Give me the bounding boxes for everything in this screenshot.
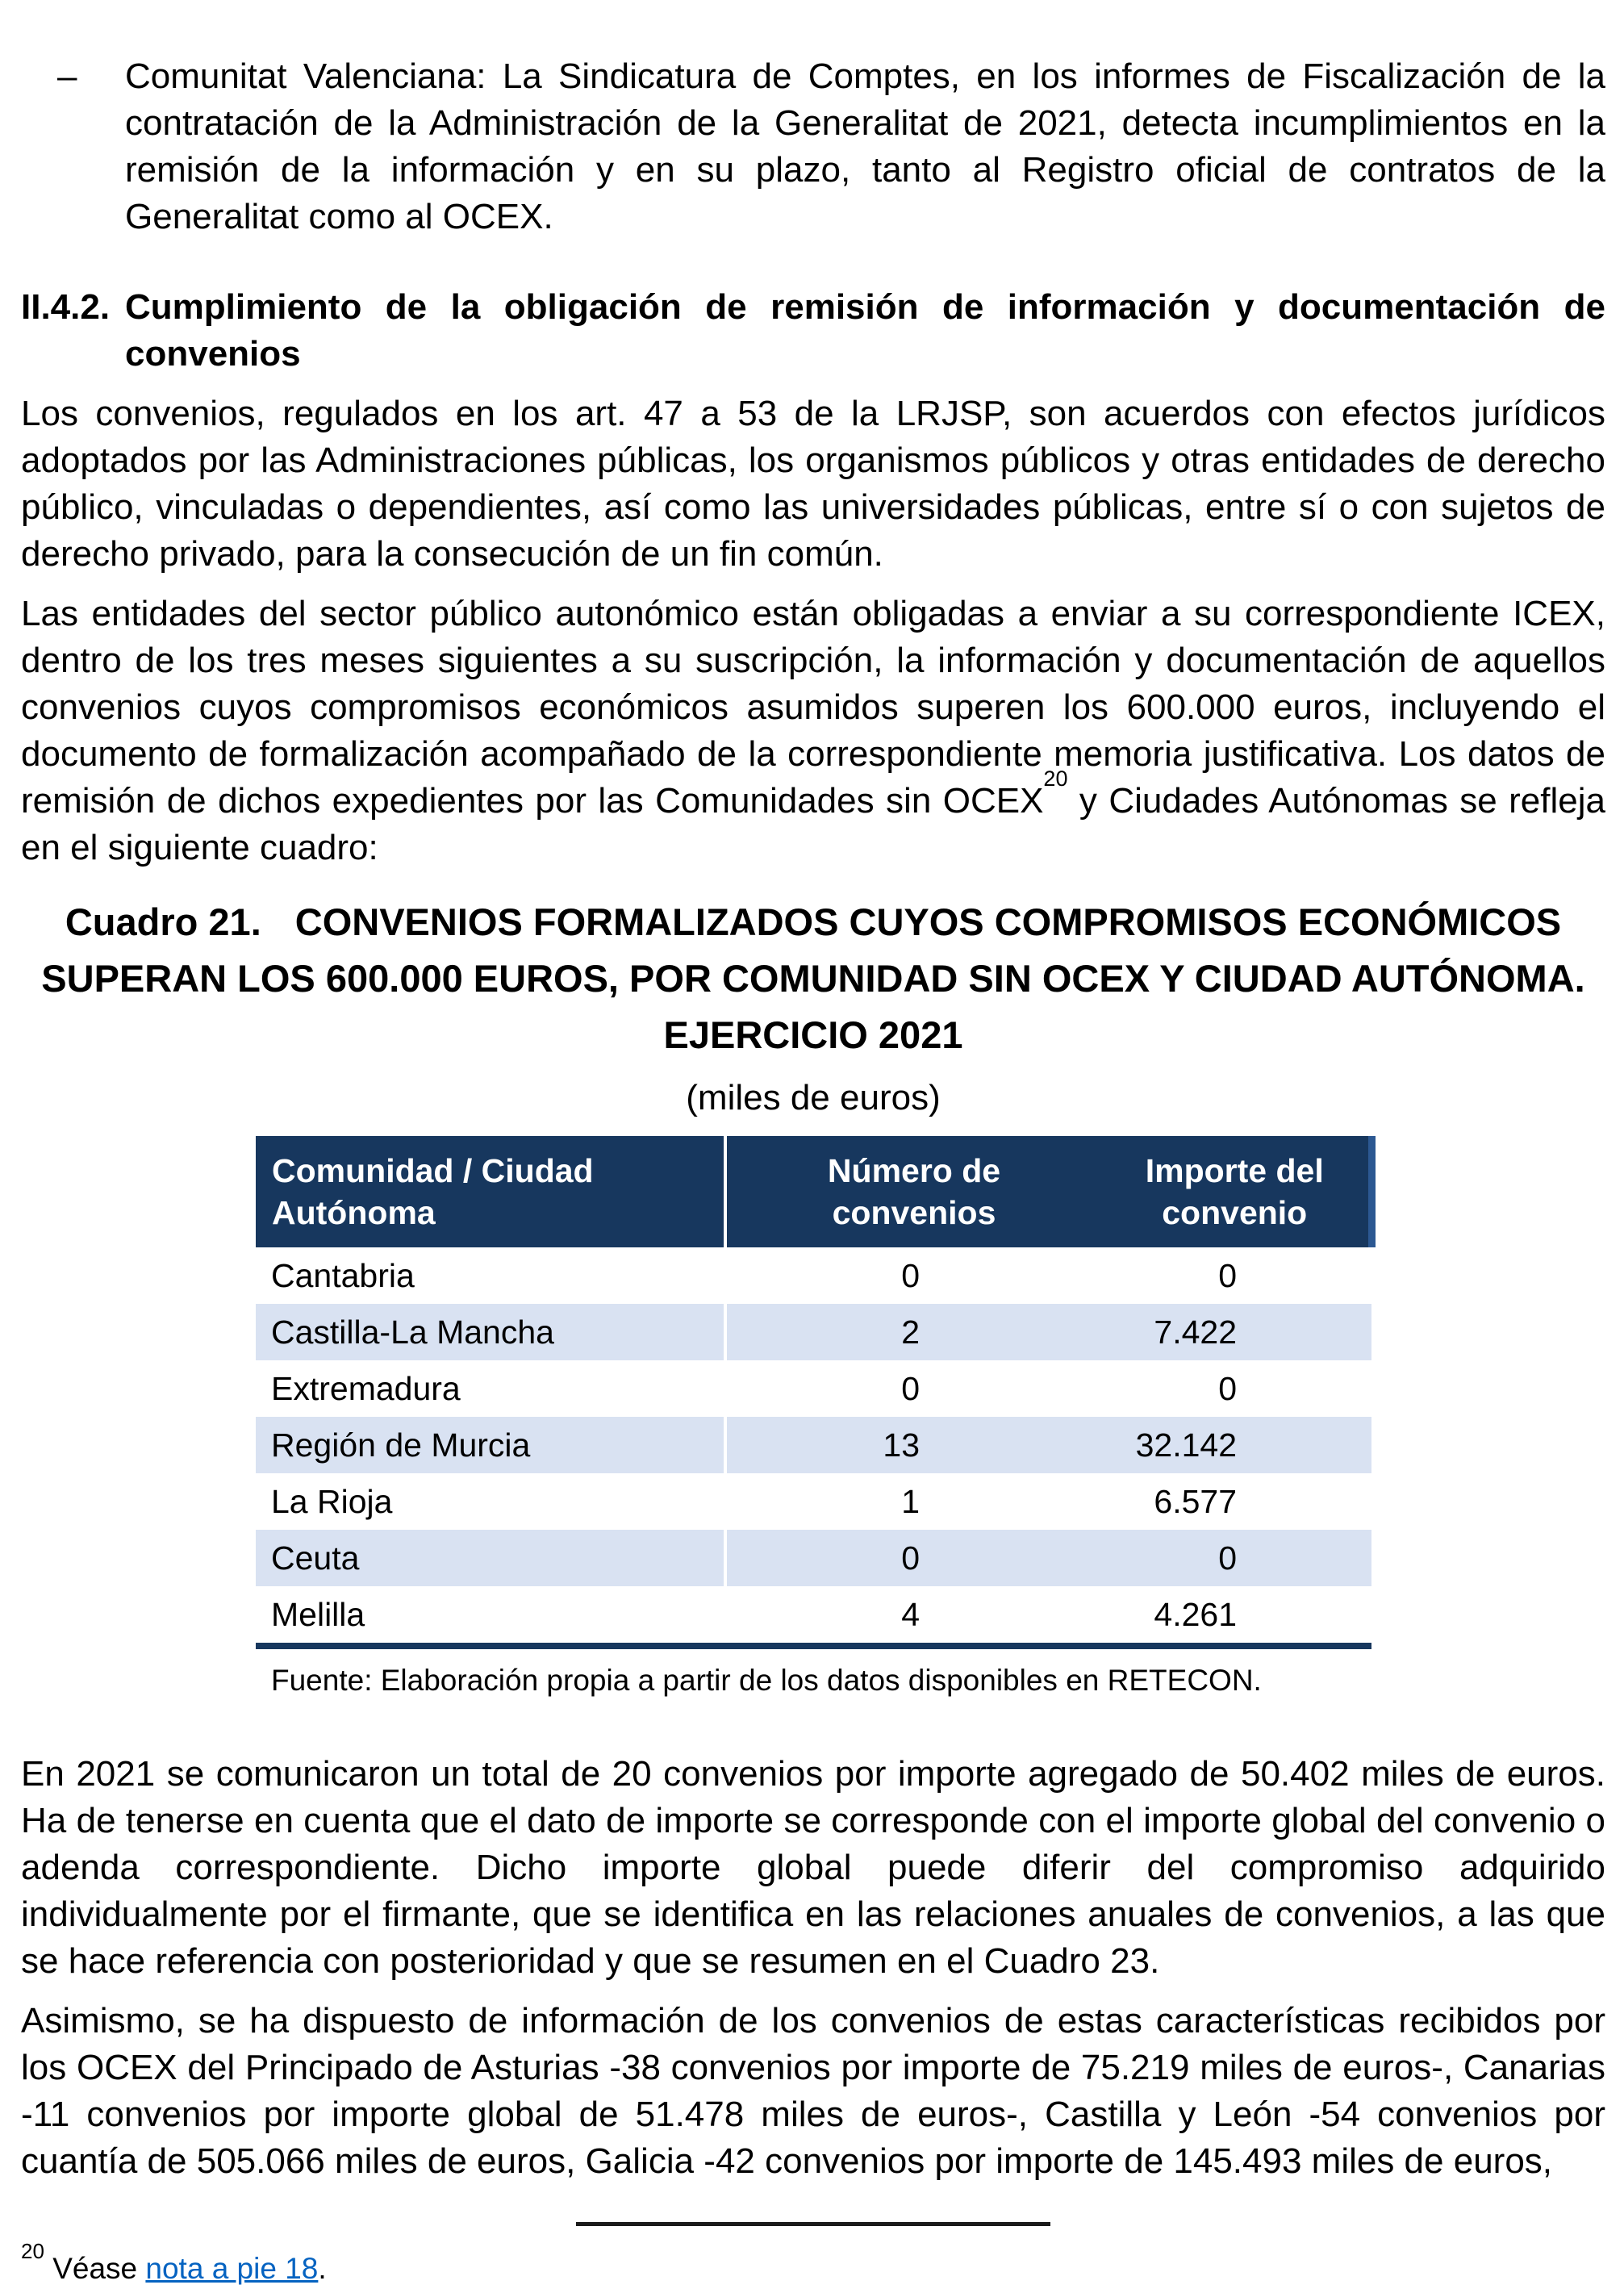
section-number: II.4.2. bbox=[21, 287, 111, 327]
bullet-dash: – bbox=[57, 56, 77, 96]
table-header-row bbox=[256, 1136, 1371, 1247]
section-title: Cumplimiento de la obligación de remisión de información y documentación de convenios bbox=[125, 287, 1605, 374]
paragraph-convenios-ocex: Asimismo, se ha dispuesto de información de los convenios de estas características recibidos por los OCEX del Principado de Asturias -38 convenios por importe de 75.219 miles de euros-, Canarias -11 convenios por importe global de 51.478 miles de euros-, Castilla y León -54 convenios por cuantía de 505.066 miles de euros, Galicia -42 convenios por importe de 145.493 miles de euros, bbox=[21, 2001, 1605, 2181]
table-row bbox=[256, 1417, 1371, 1473]
footnote-link-nota-18[interactable]: nota a pie 18 bbox=[145, 2252, 319, 2285]
cell-importe-convenio: 6.577 bbox=[1154, 1483, 1237, 1520]
table-row bbox=[256, 1247, 1371, 1304]
cell-comunidad: Región de Murcia bbox=[256, 1417, 725, 1473]
table-title-line-1 bbox=[21, 894, 1605, 950]
bullet-item-comunitat-valenciana bbox=[21, 53, 1605, 240]
table-title-line-2: SUPERAN LOS 600.000 EUROS, POR COMUNIDAD SIN OCEX Y CIUDAD AUTÓNOMA. bbox=[41, 957, 1585, 1000]
column-header-numero-convenios: Número de convenios bbox=[725, 1136, 1101, 1247]
table-row bbox=[256, 1530, 1371, 1586]
footnote-text: Véase bbox=[44, 2252, 146, 2285]
cell-comunidad: Extremadura bbox=[256, 1360, 725, 1417]
cell-numero-convenios: 1 bbox=[901, 1483, 920, 1520]
paragraph-total-convenios-2021: En 2021 se comunicaron un total de 20 convenios por importe agregado de 50.402 miles de euros. Ha de tenerse en cuenta que el dato de importe se corresponde con el importe global del convenio o adenda correspondiente. Dicho importe global puede diferir del compromiso adquirido individualmente por el firmante, que se identifica en las relaciones anuales de convenios, a las que se hace referencia con posterioridad y que se resumen en el Cuadro 23. bbox=[21, 1754, 1605, 1981]
footnote-period: . bbox=[318, 2252, 327, 2285]
table-row bbox=[256, 1586, 1371, 1646]
cell-importe-convenio: 7.422 bbox=[1101, 1304, 1371, 1360]
table-title-line-3: EJERCICIO 2021 bbox=[663, 1013, 963, 1056]
cell-numero-convenios: 0 bbox=[901, 1257, 920, 1294]
cell-numero-convenios: 0 bbox=[901, 1370, 920, 1407]
column-header-importe-convenio: Importe del convenio bbox=[1101, 1136, 1371, 1247]
cell-comunidad: Castilla-La Mancha bbox=[256, 1304, 725, 1360]
table-number-label: Cuadro 21. bbox=[65, 900, 261, 943]
cell-comunidad: Ceuta bbox=[256, 1530, 725, 1586]
cell-numero-convenios: 2 bbox=[725, 1304, 1101, 1360]
footnote-reference-20: 20 bbox=[1043, 766, 1068, 792]
cell-importe-convenio: 32.142 bbox=[1101, 1417, 1371, 1473]
table-title-text: CONVENIOS FORMALIZADOS CUYOS COMPROMISOS ECONÓMICOS bbox=[294, 900, 1562, 943]
footnote-20 bbox=[21, 2238, 1605, 2289]
table-units-label: (miles de euros) bbox=[686, 1078, 941, 1117]
table-title bbox=[21, 894, 1605, 1063]
cell-numero-convenios: 0 bbox=[725, 1530, 1101, 1586]
bullet-text: Comunitat Valenciana: La Sindicatura de Comptes, en los informes de Fiscalización de la contratación de la Administración de la Generalitat de 2021, detecta incumplimientos en la remisión de la información y en su plazo, tanto al Registro oficial de contratos de la Generalitat como al OCEX. bbox=[125, 56, 1605, 236]
table-row bbox=[256, 1304, 1371, 1360]
cell-comunidad: La Rioja bbox=[256, 1473, 725, 1530]
table-source-note: Fuente: Elaboración propia a partir de los datos disponibles en RETECON. bbox=[271, 1664, 1262, 1697]
cell-numero-convenios: 4 bbox=[901, 1596, 920, 1633]
paragraph-text: Las entidades del sector público autonómico están obligadas a enviar a su correspondiente ICEX, dentro de los tres meses siguientes a su suscripción, la información y documentación de aquellos convenios cuyos compromisos económicos asumidos superen los 600.000 euros, incluyendo el documento de formalización acompañado de la correspondiente memoria justificativa. Los datos de remisión de dichos expedientes por las Comunidades sin OCEX bbox=[21, 594, 1605, 821]
paragraph-obligacion-remision bbox=[21, 591, 1605, 871]
paragraph-text: y Ciudades Autónomas se refleja en el siguiente cuadro: bbox=[21, 781, 1605, 867]
cell-importe-convenio: 0 bbox=[1218, 1257, 1237, 1294]
cell-comunidad: Cantabria bbox=[256, 1247, 725, 1304]
cell-importe-convenio: 0 bbox=[1218, 1370, 1237, 1407]
cell-numero-convenios: 13 bbox=[725, 1417, 1101, 1473]
cell-importe-convenio: 0 bbox=[1101, 1530, 1371, 1586]
cuadro-21-table bbox=[256, 1136, 1376, 1649]
section-heading bbox=[21, 284, 1605, 378]
table-row bbox=[256, 1360, 1371, 1417]
cell-comunidad: Melilla bbox=[256, 1586, 725, 1646]
table-row bbox=[256, 1473, 1371, 1530]
cell-importe-convenio: 4.261 bbox=[1154, 1596, 1237, 1633]
paragraph-convenios-definicion: Los convenios, regulados en los art. 47 a 53 de la LRJSP, son acuerdos con efectos jurídicos adoptados por las Administraciones públicas, los organismos públicos y otras entidades de derecho público, vinculadas o dependientes, así como las universidades públicas, entre sí o con sujetos de derecho privado, para la consecución de un fin común. bbox=[21, 394, 1605, 574]
column-header-comunidad: Comunidad / Ciudad Autónoma bbox=[256, 1136, 725, 1247]
footnote-number: 20 bbox=[21, 2238, 44, 2263]
footnote-separator-rule bbox=[576, 2222, 1050, 2226]
